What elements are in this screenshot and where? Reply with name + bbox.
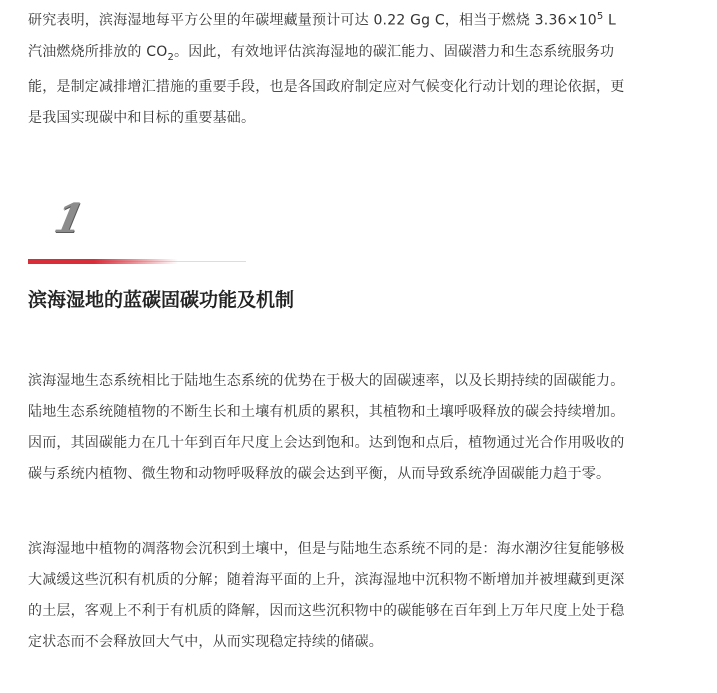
body-paragraph-2: [28, 534, 690, 658]
paragraph-line: 的土层，客观上不利于有机质的降解，因而这些沉积物中的碳能够在百年到上万年尺度上处于稳: [28, 603, 625, 619]
subscript: 2: [167, 51, 175, 63]
paragraph-line: 滨海湿地生态系统相比于陆地生态系统的优势在于极大的固碳速率，以及长期持续的固碳能力。: [28, 373, 625, 389]
intro-line-2: [28, 37, 690, 73]
section-title: 滨海湿地的蓝碳固碳功能及机制: [28, 289, 295, 311]
intro-line-2-rest: 。因此，有效地评估滨海湿地的碳汇能力、固碳潜力和生态系统服务功: [174, 43, 615, 60]
intro-line-2-text: 汽油燃烧所排放的 CO: [28, 43, 168, 60]
section-number: 1: [50, 195, 88, 242]
intro-line-1-text: 研究表明，滨海湿地每平方公里的年碳埋藏量预计可达 0.22 Gg C，相当于燃烧 3.36×10: [28, 12, 597, 29]
paragraph-line: 陆地生态系统随植物的不断生长和土壤有机质的累积，其植物和土壤呼吸释放的碳会持续增加。: [28, 404, 625, 420]
intro-line-3: 能，是制定减排增汇措施的重要手段，也是各国政府制定应对气候变化行动计划的理论依据，更: [28, 79, 625, 96]
paragraph-line: 碳与系统内植物、微生物和动物呼吸释放的碳会达到平衡，从而导致系统净固碳能力趋于零。: [28, 466, 611, 482]
divider-accent: [28, 259, 178, 264]
intro-paragraph: [28, 1, 690, 134]
body-paragraph-1: [28, 366, 690, 490]
intro-line-4: 是我国实现碳中和目标的重要基础。: [28, 110, 256, 127]
intro-line-1: [28, 1, 690, 37]
exponent: 5: [596, 11, 604, 22]
paragraph-line: 大减缓这些沉积有机质的分解；随着海平面的上升，滨海湿地中沉积物不断增加并被埋藏到更深: [28, 572, 625, 588]
unit-text: L: [603, 12, 617, 29]
paragraph-line: 滨海湿地中植物的凋落物会沉积到土壤中，但是与陆地生态系统不同的是：海水潮汐往复能够极: [28, 541, 625, 557]
section-divider: [28, 259, 246, 264]
paragraph-line: 因而，其固碳能力在几十年到百年尺度上会达到饱和。达到饱和点后，植物通过光合作用吸收的: [28, 435, 625, 451]
paragraph-line: 定状态而不会释放回大气中，从而实现稳定持续的储碳。: [28, 634, 383, 650]
